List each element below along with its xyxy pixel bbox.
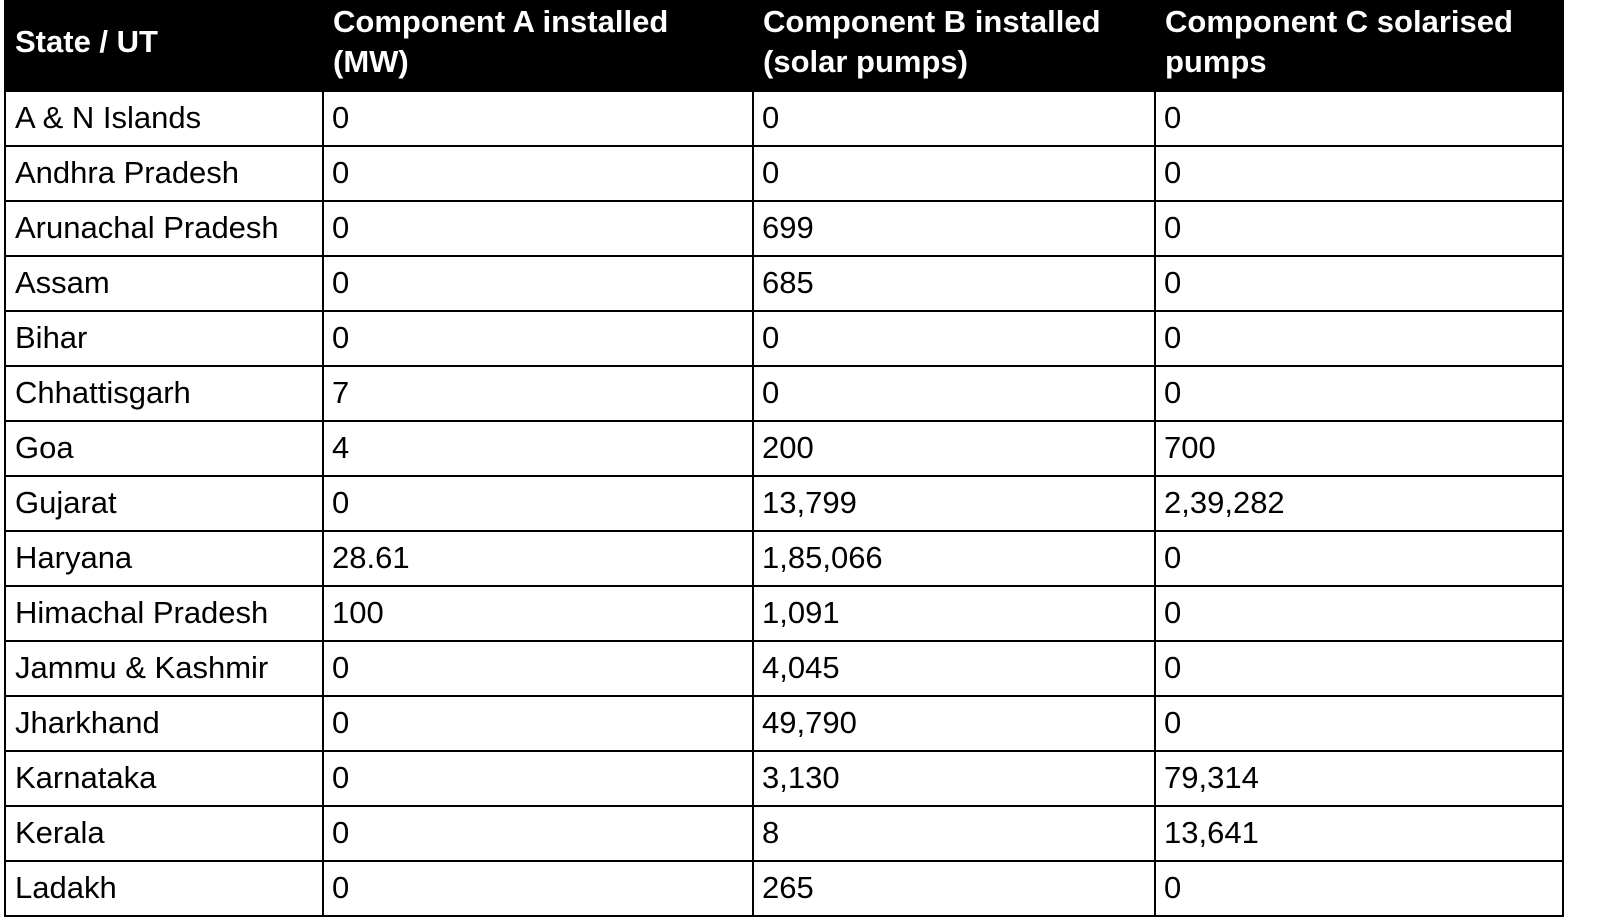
cell-state: Ladakh [5,861,323,916]
header-component-b: Component B installed (solar pumps) [753,0,1155,91]
cell-state: Himachal Pradesh [5,586,323,641]
cell-component-a: 0 [323,696,753,751]
cell-component-b: 8 [753,806,1155,861]
cell-state: Gujarat [5,476,323,531]
cell-component-a: 4 [323,421,753,476]
table-row [5,256,1563,311]
table-body [5,91,1563,916]
cell-state: Jammu & Kashmir [5,641,323,696]
state-component-table-container [4,0,1562,917]
table-row [5,91,1563,146]
cell-component-b: 0 [753,91,1155,146]
cell-component-a: 0 [323,641,753,696]
cell-component-b: 13,799 [753,476,1155,531]
cell-component-b: 1,85,066 [753,531,1155,586]
cell-component-a: 0 [323,256,753,311]
cell-component-a: 0 [323,91,753,146]
table-row [5,476,1563,531]
cell-component-b: 200 [753,421,1155,476]
cell-component-c: 700 [1155,421,1563,476]
cell-component-a: 7 [323,366,753,421]
cell-component-c: 0 [1155,531,1563,586]
cell-component-b: 4,045 [753,641,1155,696]
cell-component-b: 1,091 [753,586,1155,641]
cell-component-c: 2,39,282 [1155,476,1563,531]
cell-component-c: 0 [1155,366,1563,421]
cell-state: Andhra Pradesh [5,146,323,201]
table-row [5,201,1563,256]
cell-state: Kerala [5,806,323,861]
cell-component-b: 3,130 [753,751,1155,806]
cell-state: Arunachal Pradesh [5,201,323,256]
table-row [5,696,1563,751]
cell-component-a: 0 [323,806,753,861]
cell-component-a: 0 [323,861,753,916]
table-row [5,366,1563,421]
cell-component-b: 0 [753,366,1155,421]
cell-state: Haryana [5,531,323,586]
table-row [5,531,1563,586]
cell-component-a: 0 [323,146,753,201]
table-row [5,641,1563,696]
cell-component-a: 0 [323,476,753,531]
table-row [5,421,1563,476]
header-row [5,0,1563,91]
cell-component-c: 0 [1155,146,1563,201]
cell-component-b: 699 [753,201,1155,256]
table-row [5,751,1563,806]
cell-state: Karnataka [5,751,323,806]
cell-component-c: 0 [1155,91,1563,146]
cell-component-c: 79,314 [1155,751,1563,806]
cell-component-c: 0 [1155,641,1563,696]
cell-component-b: 49,790 [753,696,1155,751]
table-row [5,861,1563,916]
cell-state: A & N Islands [5,91,323,146]
cell-component-c: 0 [1155,861,1563,916]
cell-component-a: 28.61 [323,531,753,586]
cell-component-c: 0 [1155,696,1563,751]
cell-component-b: 0 [753,146,1155,201]
cell-component-c: 0 [1155,256,1563,311]
header-component-c: Component C solarised pumps [1155,0,1563,91]
cell-state: Chhattisgarh [5,366,323,421]
cell-component-c: 0 [1155,311,1563,366]
table-header [5,0,1563,91]
cell-component-b: 685 [753,256,1155,311]
cell-component-a: 0 [323,201,753,256]
table-row [5,146,1563,201]
state-component-table [4,0,1564,917]
header-state-ut: State / UT [5,0,323,91]
cell-component-a: 0 [323,311,753,366]
cell-component-c: 0 [1155,201,1563,256]
cell-component-a: 100 [323,586,753,641]
cell-component-b: 0 [753,311,1155,366]
table-row [5,806,1563,861]
header-component-a: Component A installed (MW) [323,0,753,91]
cell-state: Assam [5,256,323,311]
cell-component-b: 265 [753,861,1155,916]
cell-state: Goa [5,421,323,476]
cell-component-c: 13,641 [1155,806,1563,861]
cell-state: Bihar [5,311,323,366]
table-row [5,311,1563,366]
table-row [5,586,1563,641]
cell-component-c: 0 [1155,586,1563,641]
cell-state: Jharkhand [5,696,323,751]
cell-component-a: 0 [323,751,753,806]
